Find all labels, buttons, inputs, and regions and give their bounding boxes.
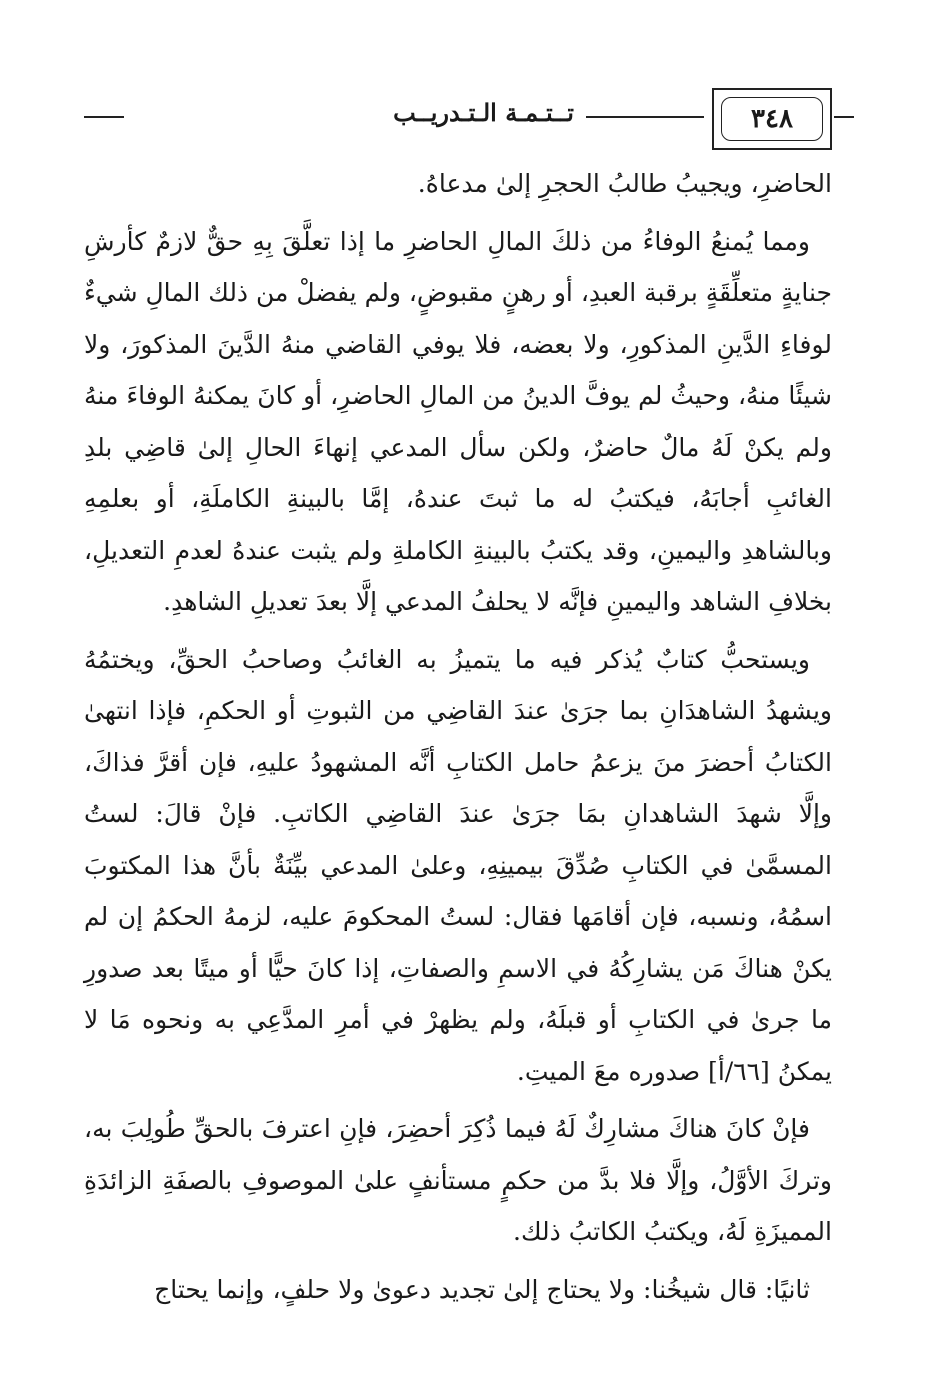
page-number-frame (712, 88, 832, 150)
header-rule-left (84, 116, 124, 118)
running-title: تــتـمـة الـتـدريــب (393, 98, 574, 127)
paragraph-continuation: الحاضرِ، ويجيبُ طالبُ الحجرِ إلىٰ مدعاهُ. (417, 169, 832, 198)
body-text (84, 158, 832, 1315)
paragraph: ومما يُمنعُ الوفاءُ من ذلكَ المالِ الحاضرِ ما إذا تعلَّقَ بِهِ حقٌّ لازمٌ كأرشِ جنايةٍ متعلِّقَةٍ برقبة العبدِ، أو رهنٍ مقبوضٍ، ولم يفضلْ من ذلك المالِ شيءٌ لوفاءِ الدَّينِ المذكورِ، ولا بعضه، فلا يوفي القاضي منهُ الدَّينَ المذكورَ، ولا شيئًا منهُ، وحيثُ لم يوفَّ الدينُ من المالِ الحاضرِ، أو كانَ يمكنهُ الوفاءَ منهُ ولم يكنْ لَهُ مالٌ حاضرٌ، ولكن سأل المدعي إنهاءَ الحالِ إلىٰ قاضِي بلدِ الغائبِ أجابَهُ، فيكتبُ له ما ثبتَ عندهُ، إمَّا بالبينةِ الكاملَةِ، أو بعلمِهِ وبالشاهدِ واليمينِ، وقد يكتبُ بالبينةِ الكاملةِ ولم يثبت عندهُ لعدمِ التعديلِ، بخلافِ الشاهد واليمينِ فإنَّه لا يحلفُ المدعي إلَّا بعدَ تعديلِ الشاهدِ. (84, 226, 832, 616)
page-number: ٣٤٨ (721, 97, 823, 141)
paragraph: فإنْ كانَ هناكَ مشارِكٌ لَهُ فيما ذُكِرَ أحضِرَ، فإنِ اعترفَ بالحقِّ طُولِبَ به، وتركَ الأوَّلُ، وإلَّا فلا بدَّ من حكمٍ مستأنفٍ علىٰ الموصوفِ بالصفَةِ الزائدَةِ المميزَةِ لَهُ، ويكتبُ الكاتبُ ذلك. (84, 1114, 832, 1246)
running-header (84, 88, 832, 158)
header-rule-middle (586, 116, 704, 118)
paragraph: ويستحبُّ كتابٌ يُذكر فيه ما يتميزُ به الغائبُ وصاحبُ الحقِّ، ويختمُهُ ويشهدُ الشاهدَانِ بما جرَىٰ عندَ القاضِي من الثبوتِ أو الحكمِ، فإذا انتهىٰ الكتابُ أحضرَ منَ يزعمُ حامل الكتابِ أنَّه المشهودُ عليهِ، فإن أقرَّ فذاكَ، وإلَّا شهدَ الشاهدانِ بمَا جرَىٰ عندَ القاضِي الكاتبِ. فإنْ قالَ: لستُ المسمَّىٰ في الكتابِ صُدِّقَ بيمينِهِ، وعلىٰ المدعي بيِّنَةٌ بأنَّ هذا المكتوبَ اسمُهُ، ونسبه، فإن أقامَها فقال: لستُ المحكومَ عليه، لزمهُ الحكمُ إن لم يكنْ هناكَ مَن يشارِكُهُ في الاسمِ والصفاتِ، إذا كانَ حيًّا أو ميتًا بعد صدورِ ما جرىٰ في الكتابِ أو قبلَهُ، ولم يظهرْ في أمرِ المدَّعِي به ونحوه مَا لا يمكنُ [٦٦/أ] صدوره معَ الميتِ. (84, 644, 832, 1086)
paragraph: ثانيًا: قال شيخُنا: ولا يحتاج إلىٰ تجديد دعوىٰ ولا حلفٍ، وإنما يحتاج (154, 1274, 810, 1304)
header-rule-right (834, 116, 854, 118)
